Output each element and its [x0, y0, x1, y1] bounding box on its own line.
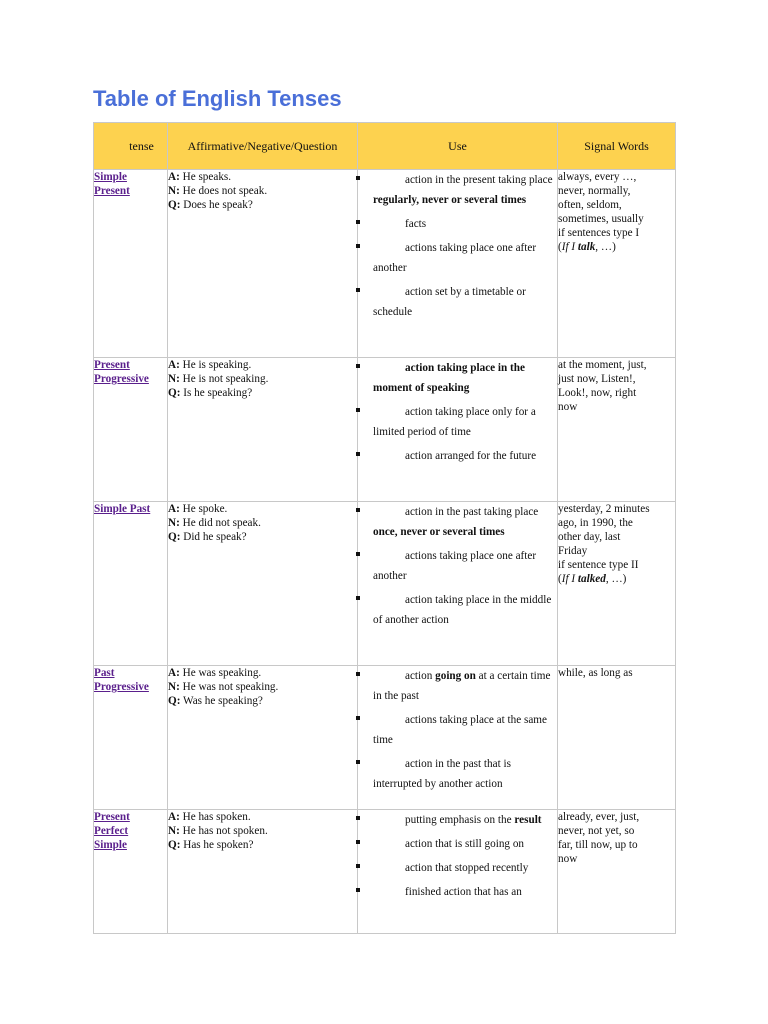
tense-link[interactable]: Present [94, 185, 130, 197]
use-item [358, 666, 557, 706]
signal-line: Friday [558, 545, 588, 557]
form-line [168, 502, 357, 516]
signal-line: already, ever, just, [558, 811, 640, 823]
bullet-icon [356, 364, 360, 368]
bullet-icon [356, 816, 360, 820]
use-item [358, 446, 557, 466]
form-key: Q: [168, 839, 181, 851]
signal-line: while, as long as [558, 667, 633, 679]
use-item [358, 834, 557, 854]
form-key: Q: [168, 531, 181, 543]
use-emphasis: regularly, never or several times [373, 194, 527, 206]
form-line [168, 184, 357, 198]
form-text: Has he spoken? [180, 839, 254, 851]
signal-cell [558, 170, 676, 358]
bullet-icon [356, 220, 360, 224]
form-key: N: [168, 517, 180, 529]
form-text: He is not speaking. [179, 373, 269, 385]
use-text: action going on at a certain time in the past [373, 670, 551, 702]
form-text: He was not speaking. [179, 681, 279, 693]
signal-line: never, normally, [558, 185, 631, 197]
form-text: He speaks. [179, 171, 232, 183]
use-item [358, 882, 557, 902]
use-item [358, 858, 557, 878]
use-emphasis: result [514, 814, 542, 826]
form-text: He has not spoken. [179, 825, 268, 837]
signal-line: always, every …, [558, 171, 637, 183]
use-text: action in the past taking place once, never or several times [373, 506, 539, 538]
tense-link[interactable]: Perfect [94, 825, 129, 837]
use-item [358, 170, 557, 210]
form-text: He did not speak. [179, 517, 261, 529]
bullet-icon [356, 244, 360, 248]
form-key: Q: [168, 387, 181, 399]
signal-line: Look!, now, right [558, 387, 637, 399]
form-text: Was he speaking? [180, 695, 263, 707]
tense-link[interactable]: Present [94, 811, 130, 823]
use-item [358, 590, 557, 630]
form-line [168, 666, 357, 680]
use-item [358, 502, 557, 542]
use-emphasis: once, never or several times [373, 526, 505, 538]
form-key: A: [168, 171, 180, 183]
use-text: actions taking place at the same time [373, 714, 547, 746]
forms-cell [168, 170, 358, 358]
use-item [358, 810, 557, 830]
tense-cell [94, 358, 168, 502]
tense-cell [94, 810, 168, 934]
use-text: action that is still going on [405, 838, 525, 850]
use-cell [358, 170, 558, 358]
tense-cell [94, 502, 168, 666]
table-row [94, 170, 676, 358]
form-line [168, 680, 357, 694]
tense-cell [94, 666, 168, 810]
form-line [168, 386, 357, 400]
header-tense: tense [94, 123, 168, 170]
signal-line: if sentences type I [558, 227, 640, 239]
tense-cell [94, 170, 168, 358]
bullet-icon [356, 864, 360, 868]
tense-link[interactable]: Past [94, 667, 115, 679]
form-text: He does not speak. [179, 185, 268, 197]
table-row [94, 666, 676, 810]
bullet-icon [356, 716, 360, 720]
form-key: N: [168, 373, 180, 385]
signal-line: just now, Listen!, [558, 373, 636, 385]
use-text: finished action that has an [405, 886, 522, 898]
signal-cell [558, 810, 676, 934]
table-header-row [94, 123, 676, 170]
signal-cell [558, 358, 676, 502]
signal-line: other day, last [558, 531, 621, 543]
form-text: He spoke. [179, 503, 228, 515]
use-item [358, 282, 557, 322]
use-text: action in the present taking place regularly, never or several times [373, 174, 553, 206]
tense-link[interactable]: Simple Past [94, 503, 151, 515]
use-text: action in the past that is interrupted by another action [373, 758, 511, 790]
use-cell [358, 358, 558, 502]
form-text: Is he speaking? [180, 387, 253, 399]
tense-link[interactable]: Progressive [94, 681, 149, 693]
bullet-icon [356, 888, 360, 892]
form-text: Does he speak? [180, 199, 253, 211]
signal-cell [558, 502, 676, 666]
use-item [358, 546, 557, 586]
use-text [373, 358, 557, 398]
signal-line: now [558, 853, 578, 865]
page-title: Table of English Tenses [93, 86, 342, 111]
signal-line: never, not yet, so [558, 825, 635, 837]
bullet-icon [356, 452, 360, 456]
form-key: N: [168, 185, 180, 197]
bullet-icon [356, 552, 360, 556]
forms-cell [168, 666, 358, 810]
tense-link[interactable]: Progressive [94, 373, 149, 385]
form-key: Q: [168, 199, 181, 211]
use-item [358, 710, 557, 750]
bullet-icon [356, 840, 360, 844]
form-key: A: [168, 667, 180, 679]
form-key: N: [168, 681, 180, 693]
use-text: actions taking place one after another [373, 242, 537, 274]
signal-line: often, seldom, [558, 199, 622, 211]
form-line [168, 198, 357, 212]
form-key: A: [168, 811, 180, 823]
use-text: action arranged for the future [405, 450, 537, 462]
bullet-icon [356, 408, 360, 412]
use-cell [358, 666, 558, 810]
form-key: N: [168, 825, 180, 837]
use-item [358, 214, 557, 234]
form-key: A: [168, 359, 180, 371]
signal-line: ago, in 1990, the [558, 517, 633, 529]
form-line [168, 516, 357, 530]
use-text: actions taking place one after another [373, 550, 537, 582]
use-cell [358, 502, 558, 666]
use-text: action that stopped recently [405, 862, 529, 874]
signal-line: at the moment, just, [558, 359, 647, 371]
header-forms: Affirmative/Negative/Question [168, 123, 358, 170]
bullet-icon [356, 508, 360, 512]
forms-cell [168, 810, 358, 934]
signal-line: sometimes, usually [558, 213, 644, 225]
signal-line: far, till now, up to [558, 839, 638, 851]
use-item [358, 402, 557, 442]
signal-example: (If I talked, …) [558, 573, 627, 585]
tense-link[interactable]: Simple [94, 171, 127, 183]
use-item [358, 358, 557, 398]
form-line [168, 530, 357, 544]
use-emphasis: action taking place in the moment of speaking [373, 362, 525, 394]
bullet-icon [356, 760, 360, 764]
header-use: Use [358, 123, 558, 170]
use-cell [358, 810, 558, 934]
use-text: putting emphasis on the result [405, 814, 542, 826]
form-line [168, 824, 357, 838]
bullet-icon [356, 596, 360, 600]
tenses-table [93, 122, 676, 934]
form-line [168, 838, 357, 852]
form-line [168, 170, 357, 184]
signal-line: if sentence type II [558, 559, 639, 571]
table-row [94, 358, 676, 502]
table-row [94, 810, 676, 934]
use-text: action taking place in the middle of another action [373, 594, 552, 626]
signal-line: yesterday, 2 minutes [558, 503, 650, 515]
tense-link[interactable]: Simple [94, 839, 127, 851]
header-signal-words: Signal Words [558, 123, 676, 170]
table-row [94, 502, 676, 666]
signal-line: now [558, 401, 578, 413]
bullet-icon [356, 672, 360, 676]
use-item [358, 754, 557, 794]
signal-cell [558, 666, 676, 810]
use-text: facts [405, 218, 427, 230]
bullet-icon [356, 288, 360, 292]
form-line [168, 694, 357, 708]
bullet-icon [356, 176, 360, 180]
form-key: A: [168, 503, 180, 515]
signal-example: (If I talk, …) [558, 241, 616, 253]
use-text: action set by a timetable or schedule [373, 286, 526, 318]
form-text: He has spoken. [179, 811, 251, 823]
form-text: Did he speak? [180, 531, 247, 543]
use-emphasis: going on [435, 670, 476, 682]
use-item [358, 238, 557, 278]
form-text: He was speaking. [179, 667, 262, 679]
tense-link[interactable]: Present [94, 359, 130, 371]
form-text: He is speaking. [179, 359, 252, 371]
form-key: Q: [168, 695, 181, 707]
use-text: action taking place only for a limited period of time [373, 406, 536, 438]
forms-cell [168, 358, 358, 502]
form-line [168, 358, 357, 372]
form-line [168, 372, 357, 386]
forms-cell [168, 502, 358, 666]
form-line [168, 810, 357, 824]
